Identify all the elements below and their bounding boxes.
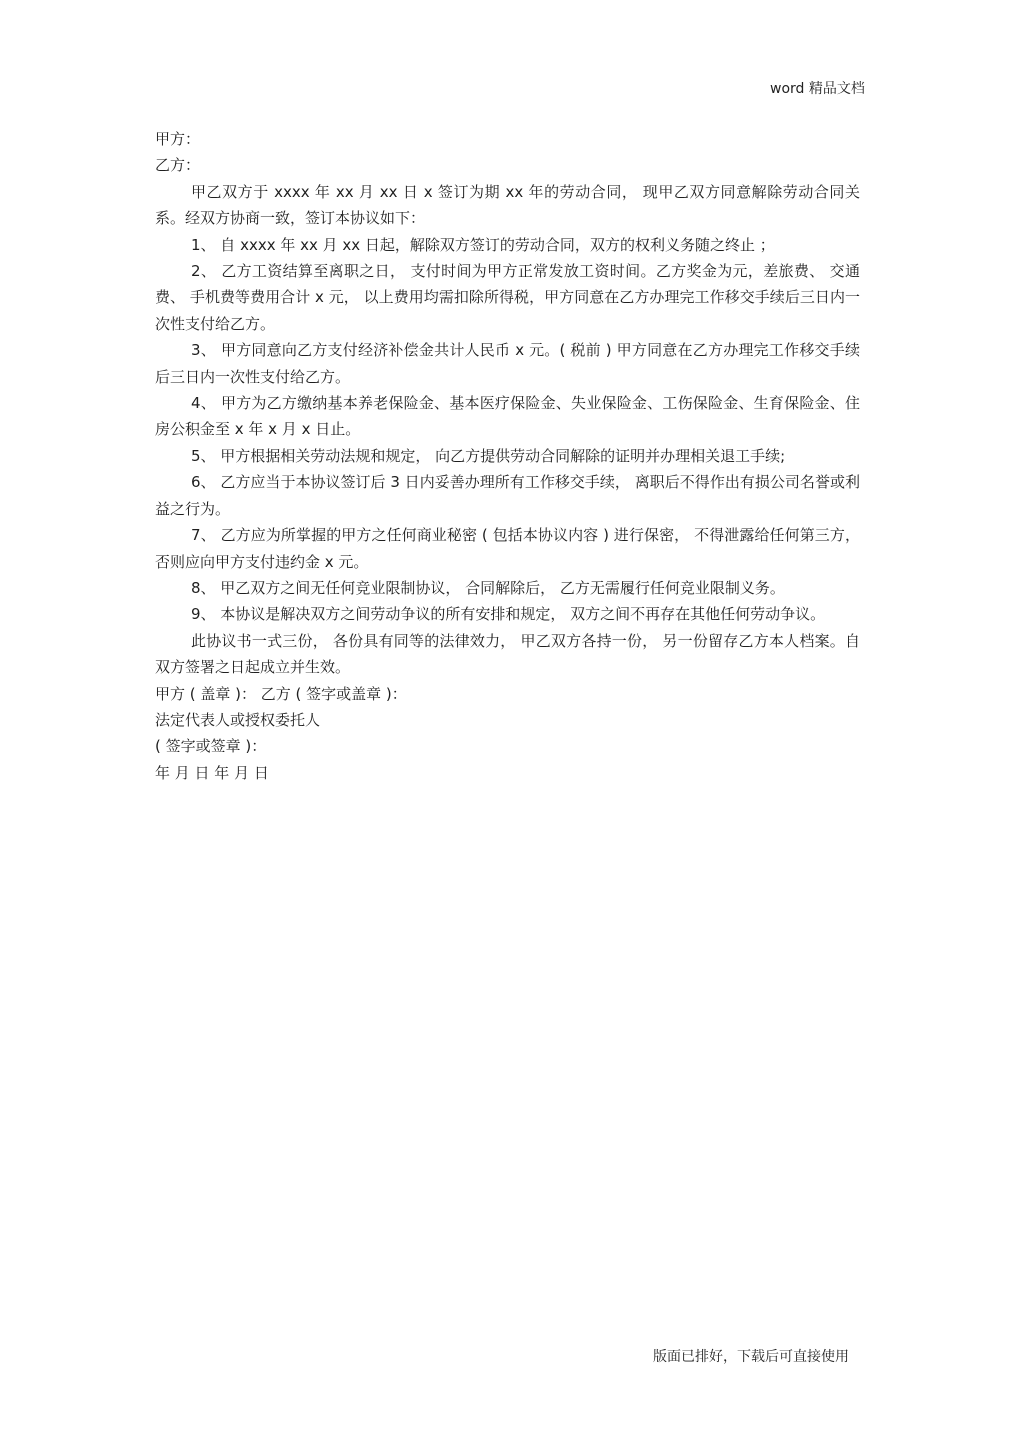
party-b-label: 乙方： bbox=[155, 156, 201, 175]
party-a-label: 甲方： bbox=[155, 130, 201, 148]
clause-1: 1、 自 xxxx 年 xx 月 xx 日起，解除双方签订的劳动合同，双方的权利义务随之终止 ； bbox=[191, 235, 775, 254]
clause-4: 4、 甲方为乙方缴纳基本养老保险金、基本医疗保险金、失业保险金、工伤保险金、生育保险金、住房公积金至 x 年 x 月 x 日止。 bbox=[155, 394, 860, 439]
signature-line-sign: ( 签字或签章 )： bbox=[155, 737, 267, 756]
clause-2: 2、 乙方工资结算至离职之日， 支付时间为甲方正常发放工资时间。乙方奖金为元，差旅费、 交通费、 手机费等费用合计 x 元， 以上费用均需扣除所得税，甲方同意在乙方办理完工作移交手续后三日内一次性支付给乙方。 bbox=[155, 262, 860, 333]
clause-3: 3、 甲方同意向乙方支付经济补偿金共计人民币 x 元。( 税前 ) 甲方同意在乙方办理完工作移交手续后三日内一次性支付给乙方。 bbox=[155, 341, 860, 386]
clause-9: 9、 本协议是解决双方之间劳动争议的所有安排和规定， 双方之间不再存在其他任何劳动争议。 bbox=[191, 605, 826, 624]
header-note: word 精品文档 bbox=[770, 81, 865, 97]
contract-intro: 甲乙双方于 xxxx 年 xx 月 xx 日 x 签订为期 xx 年的劳动合同， 现甲乙双方同意解除劳动合同关系。经双方协商一致，签订本协议如下： bbox=[155, 182, 860, 228]
signature-line-representative: 法定代表人或授权委托人 bbox=[155, 710, 321, 729]
clause-7: 7、 乙方应为所掌握的甲方之任何商业秘密 ( 包括本协议内容 ) 进行保密， 不得泄露给任何第三方，否则应向甲方支付违约金 x 元。 bbox=[155, 526, 860, 571]
clause-5: 5、 甲方根据相关劳动法规和规定， 向乙方提供劳动合同解除的证明并办理相关退工手续; bbox=[191, 446, 786, 465]
copies-paragraph: 此协议书一式三份， 各份具有同等的法律效力， 甲乙双方各持一份， 另一份留存乙方本人档案。自双方签署之日起成立并生效。 bbox=[155, 631, 860, 677]
footer-note: 版面已排好，下载后可直接使用 bbox=[653, 1349, 849, 1365]
clause-6: 6、 乙方应当于本协议签订后 3 日内妥善办理所有工作移交手续， 离职后不得作出有损公司名誉或利益之行为。 bbox=[155, 473, 860, 518]
contract-body bbox=[155, 126, 860, 786]
signature-line-parties: 甲方 ( 盖章 )： 乙方 ( 签字或盖章 )： bbox=[155, 684, 407, 703]
signature-date-line: 年 月 日 年 月 日 bbox=[155, 763, 269, 782]
clause-8: 8、 甲乙双方之间无任何竞业限制协议， 合同解除后， 乙方无需履行任何竞业限制义务。 bbox=[191, 578, 785, 597]
